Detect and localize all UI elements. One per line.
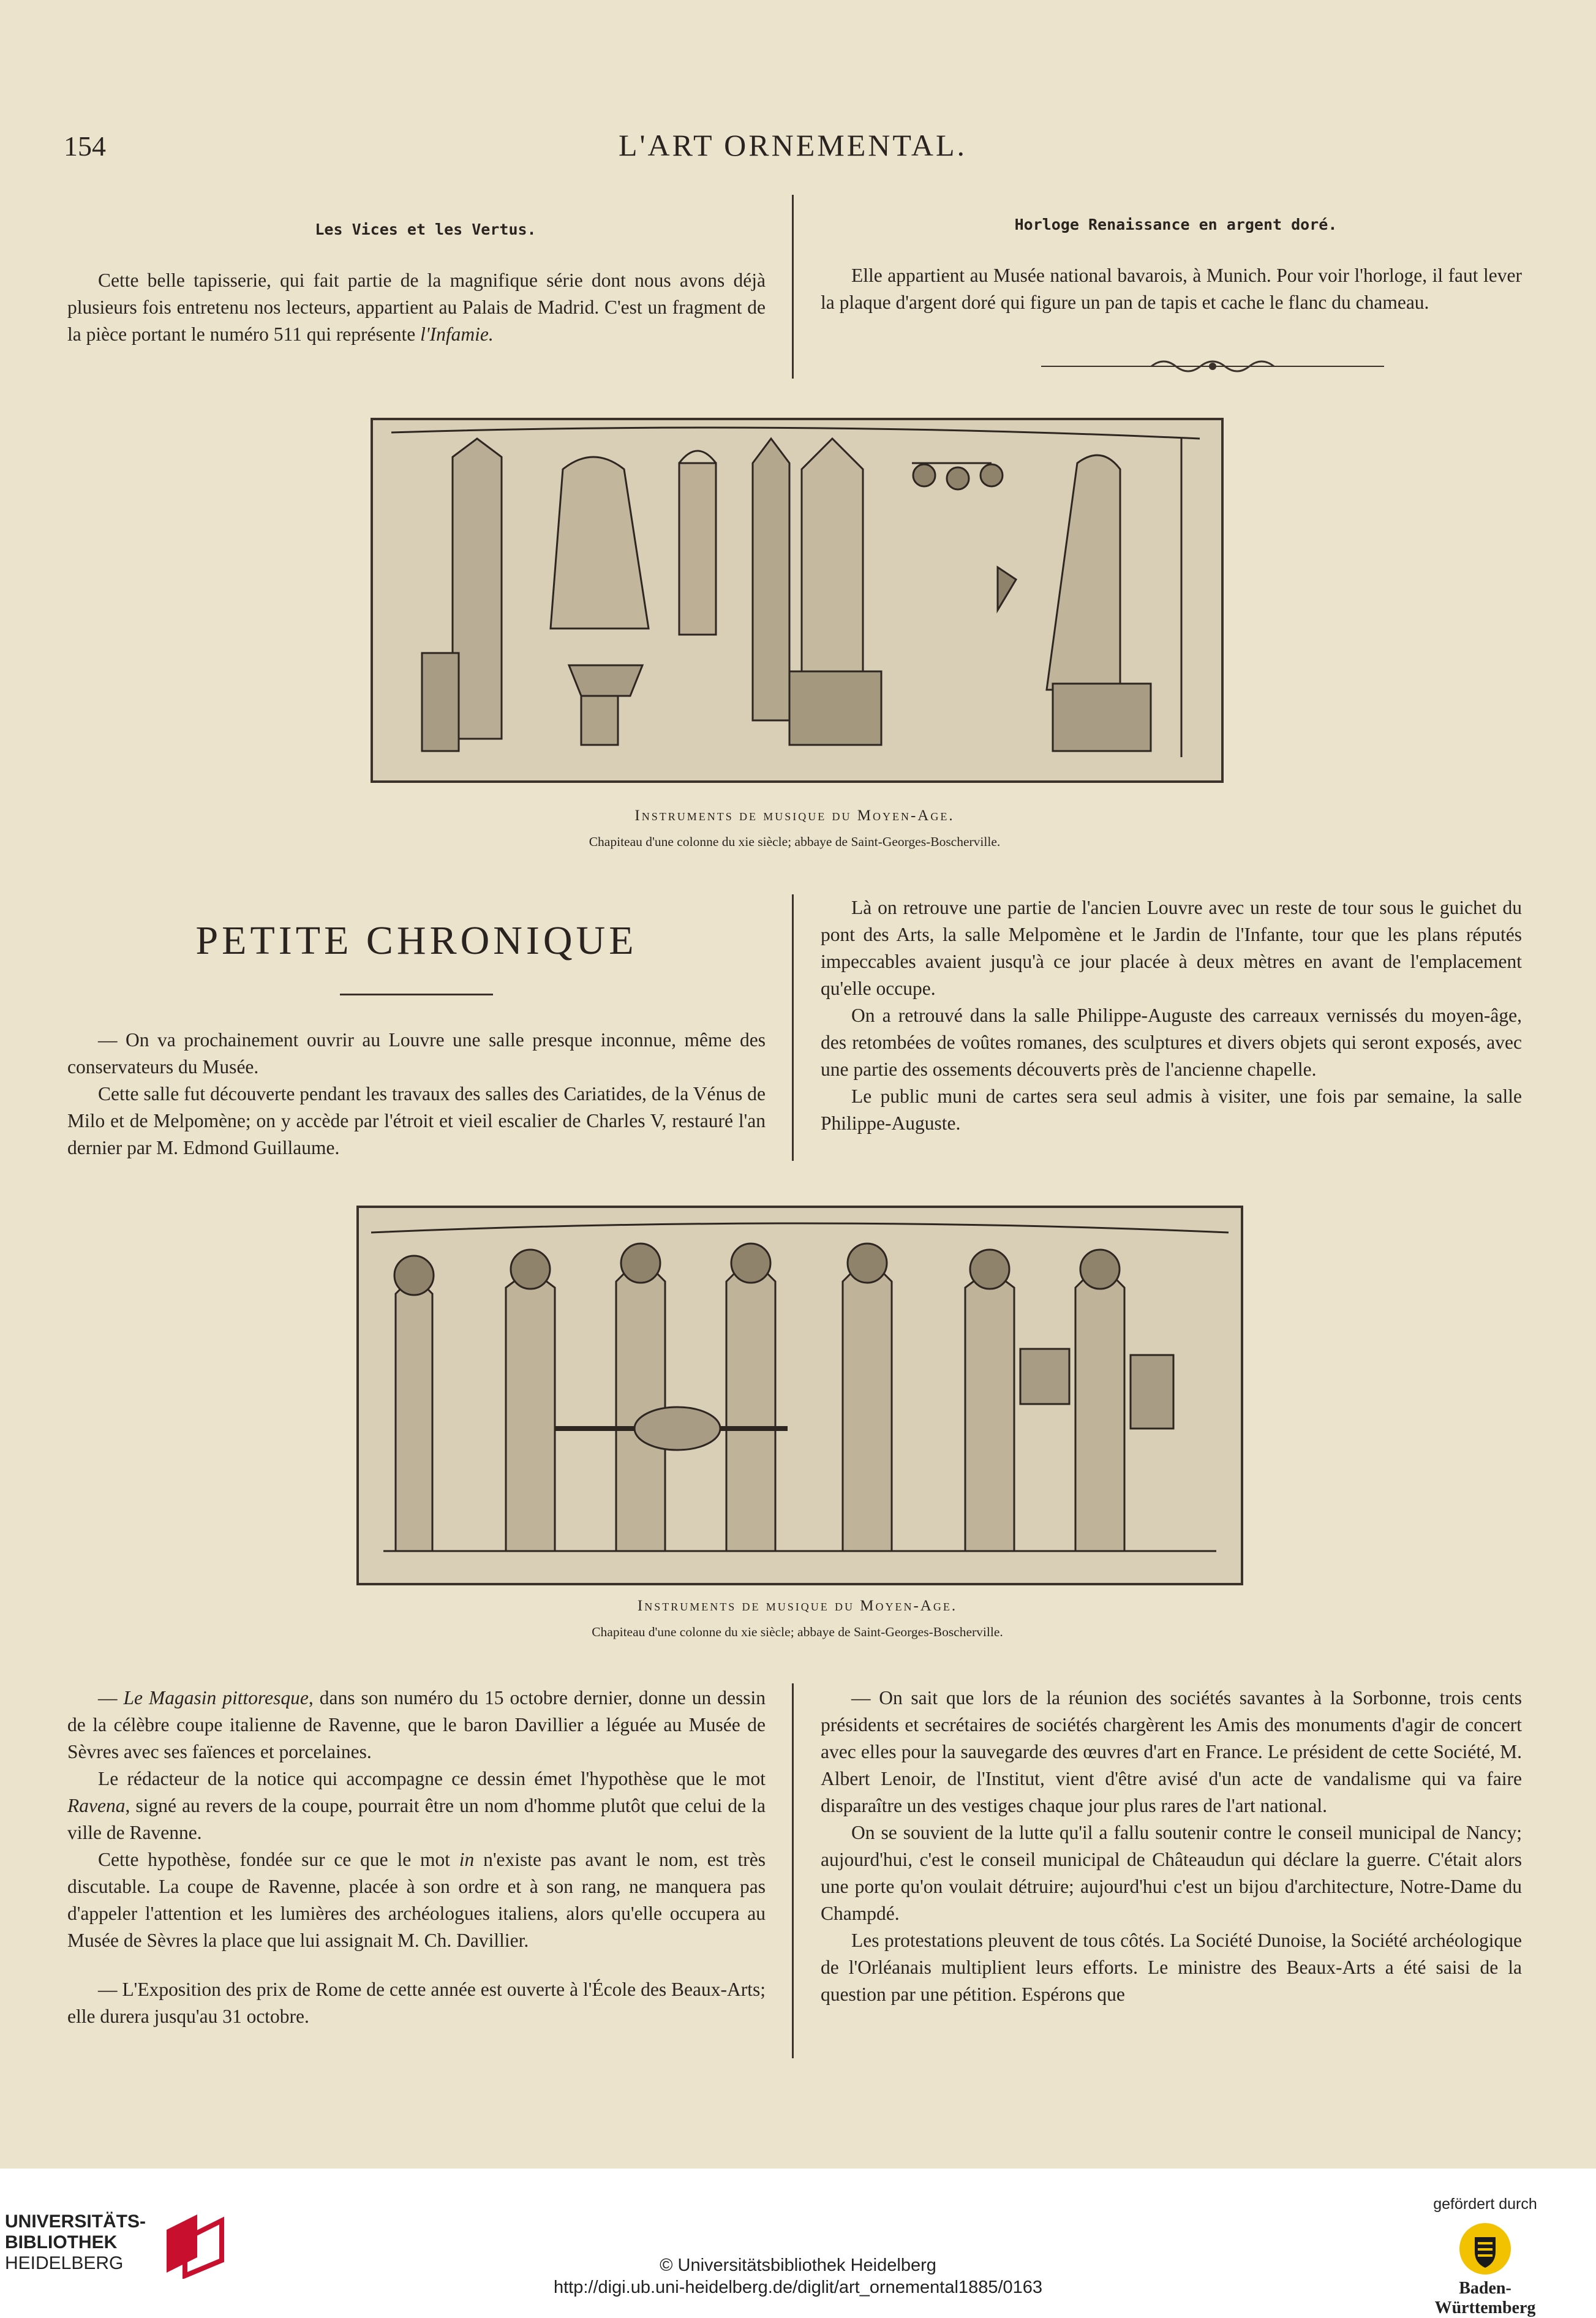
ornament-divider [1041,354,1384,379]
section-title-horloge: Horloge Renaissance en argent doré. [1014,216,1338,233]
library-line1: UNIVERSITÄTS- [5,2211,146,2232]
engraving-drawing-1 [373,420,1221,780]
chronique-right-p3: Le public muni de cartes sera seul admis à visiter, une fois par semaine, la salle Philippe-Auguste. [821,1085,1522,1134]
library-line2: BIBLIOTHEK [5,2232,118,2252]
figure1-caption-title: Instruments de musique du Moyen-Age. [634,807,955,824]
bottom-left-p2 [67,1765,766,1846]
engraving-capital-1 [371,418,1224,783]
bottom-right-p2: On se souvient de la lutte qu'il a fallu soutenir contre le conseil municipal de Nancy; aujourd'hui, c'est le conseil municipal de Châteaudun qui déclare la guerre. C'était alors une porte qu'on voulait détruire; aujourd'hui c'est un bijou d'architecture, Notre-Dame du Champdé. [821,1822,1522,1924]
section-heading-chronique: PETITE CHRONIQUE [195,918,638,963]
heading-underline [340,994,493,995]
p2-start: Le rédacteur de la notice qui accompagne ce dessin émet l'hypothèse que le mot [98,1768,766,1789]
column-rule-middle [792,894,794,1161]
column-rule-bottom [792,1683,794,2058]
funded-by-label: gefördert durch [1433,2195,1537,2213]
state-name: Baden-Württemberg [1434,2279,1536,2317]
bottom-left-column [67,1685,766,2030]
chronique-right-p2: On a retrouvé dans la salle Philippe-Auguste des carreaux vernissés du moyen-âge, des retombées de voûtes romanes, des sculptures et divers objets qui seront exposés, avec une partie des ossements découverts près de l'ancienne chapelle. [821,1005,1522,1080]
paragraph-horloge-text: Elle appartient au Musée national bavarois, à Munich. Pour voir l'horloge, il faut lever la plaque d'argent doré qui figure un pan de tapis et cache le flanc du chameau. [821,265,1522,313]
source-url[interactable]: http://digi.ub.uni-heidelberg.de/diglit/art_ornemental1885/0163 [553,2278,1043,2297]
copyright-line: © Universitätsbibliothek Heidelberg [660,2256,936,2275]
bottom-right-column [821,1685,1522,2008]
footer-bar [0,2169,1596,2317]
section-title-vices: Les Vices et les Vertus. [315,221,536,238]
chronique-left-p1: — On va prochainement ouvrir au Louvre une salle presque inconnue, même des conservateurs du Musée. [67,1029,766,1078]
chronique-left-column [67,1027,766,1161]
library-line3: HEIDELBERG [5,2253,124,2273]
p1-italic-title: Le Magasin pittoresque [123,1687,309,1708]
p2-rest: , signé au revers de la coupe, pourrait être un nom d'homme plutôt que celui de la ville de Ravenne. [67,1795,766,1843]
running-title: L'ART ORNEMENTAL. [619,128,968,162]
p2-italic-word: Ravena [67,1795,126,1816]
chronique-left-p2: Cette salle fut découverte pendant les travaux des salles des Cariatides, de la Vénus de Milo et de Melpomène; on y accède par l'étroit et vieil escalier de Charles V, restauré l'an dernier par M. Edmond Guillaume. [67,1083,766,1158]
p1-dash: — [98,1687,124,1708]
page-number: 154 [64,130,106,162]
figure2-caption-subtitle: Chapiteau d'une colonne du xie siècle; abbaye de Saint-Georges-Boscherville. [592,1625,1003,1639]
engraving-capital-2 [356,1206,1243,1585]
paragraph-vices [67,267,766,348]
p3-italic-word: in [459,1849,475,1870]
p3-start: Cette hypothèse, fondée sur ce que le mot [98,1849,459,1870]
engraving-drawing-2 [359,1208,1241,1583]
chronique-right-p1: Là on retrouve une partie de l'ancien Louvre avec un reste de tour sous le guichet du pont des Arts, la salle Melpomène et le Jardin de l'Infante, tour que les plans réputés impeccables avaient jusqu'à ce jour placée à deux mètres en avant de l'emplacement qu'elle occupe. [821,897,1522,999]
p3-rest: n'existe pas avant le nom, est très discutable. La coupe de Ravenne, placée à son ordre et à son rang, ne manquera pas d'appeler l'attention et les lumières des archéologues italiens, alors qu'elle occupera au Musée de Sèvres la place que lui assignait M. Ch. Davillier. [67,1849,766,1951]
column-rule-top [792,195,794,379]
chronique-right-column [821,894,1522,1137]
paragraph-horloge [821,262,1522,316]
bottom-right-p3: Les protestations pleuvent de tous côtés. La Société Dunoise, la Société archéologique de l'Orléanais multiplient leurs efforts. Le ministre des Beaux-Arts a été saisi de la question par une pétition. Espérons que [821,1930,1522,2005]
paragraph-vices-italic: l'Infamie. [420,323,494,345]
bottom-right-p1: — On sait que lors de la réunion des sociétés savantes à la Sorbonne, trois cents présidents et secrétaires de sociétés chargèrent les Amis des monuments d'agir de concert avec elles pour la sauvegarde des œuvres d'art en France. Le président de cette Société, M. Albert Lenoir, de l'Institut, vient d'être avisé d'un acte de vandalisme qui va faire disparaître un des vestiges chaque jour plus rares de l'art national. [821,1687,1522,1816]
bottom-left-p1 [67,1685,766,1765]
p1-rest: , dans son numéro du 15 octobre dernier, donne un dessin de la célèbre coupe italienne de Ravenne, que le baron Davillier a léguée au Musée de Sèvres avec ses faïences et porcelaines. [67,1687,766,1762]
figure1-caption-subtitle: Chapiteau d'une colonne du xie siècle; abbaye de Saint-Georges-Boscherville. [589,834,1001,849]
bottom-left-p3 [67,1846,766,1954]
state-crest-icon [1458,2221,1513,2276]
paragraph-vices-text: Cette belle tapisserie, qui fait partie de la magnifique série dont nous avons déjà plusieurs fois entretenu nos lecteurs, appartient au Palais de Madrid. C'est un fragment de la pièce portant le numéro 511 qui représente [67,270,766,345]
figure2-caption-title: Instruments de musique du Moyen-Age. [637,1598,958,1614]
bottom-left-p4: — L'Exposition des prix de Rome de cette année est ouverte à l'École des Beaux-Arts; elle durera jusqu'au 31 octobre. [67,1979,766,2027]
